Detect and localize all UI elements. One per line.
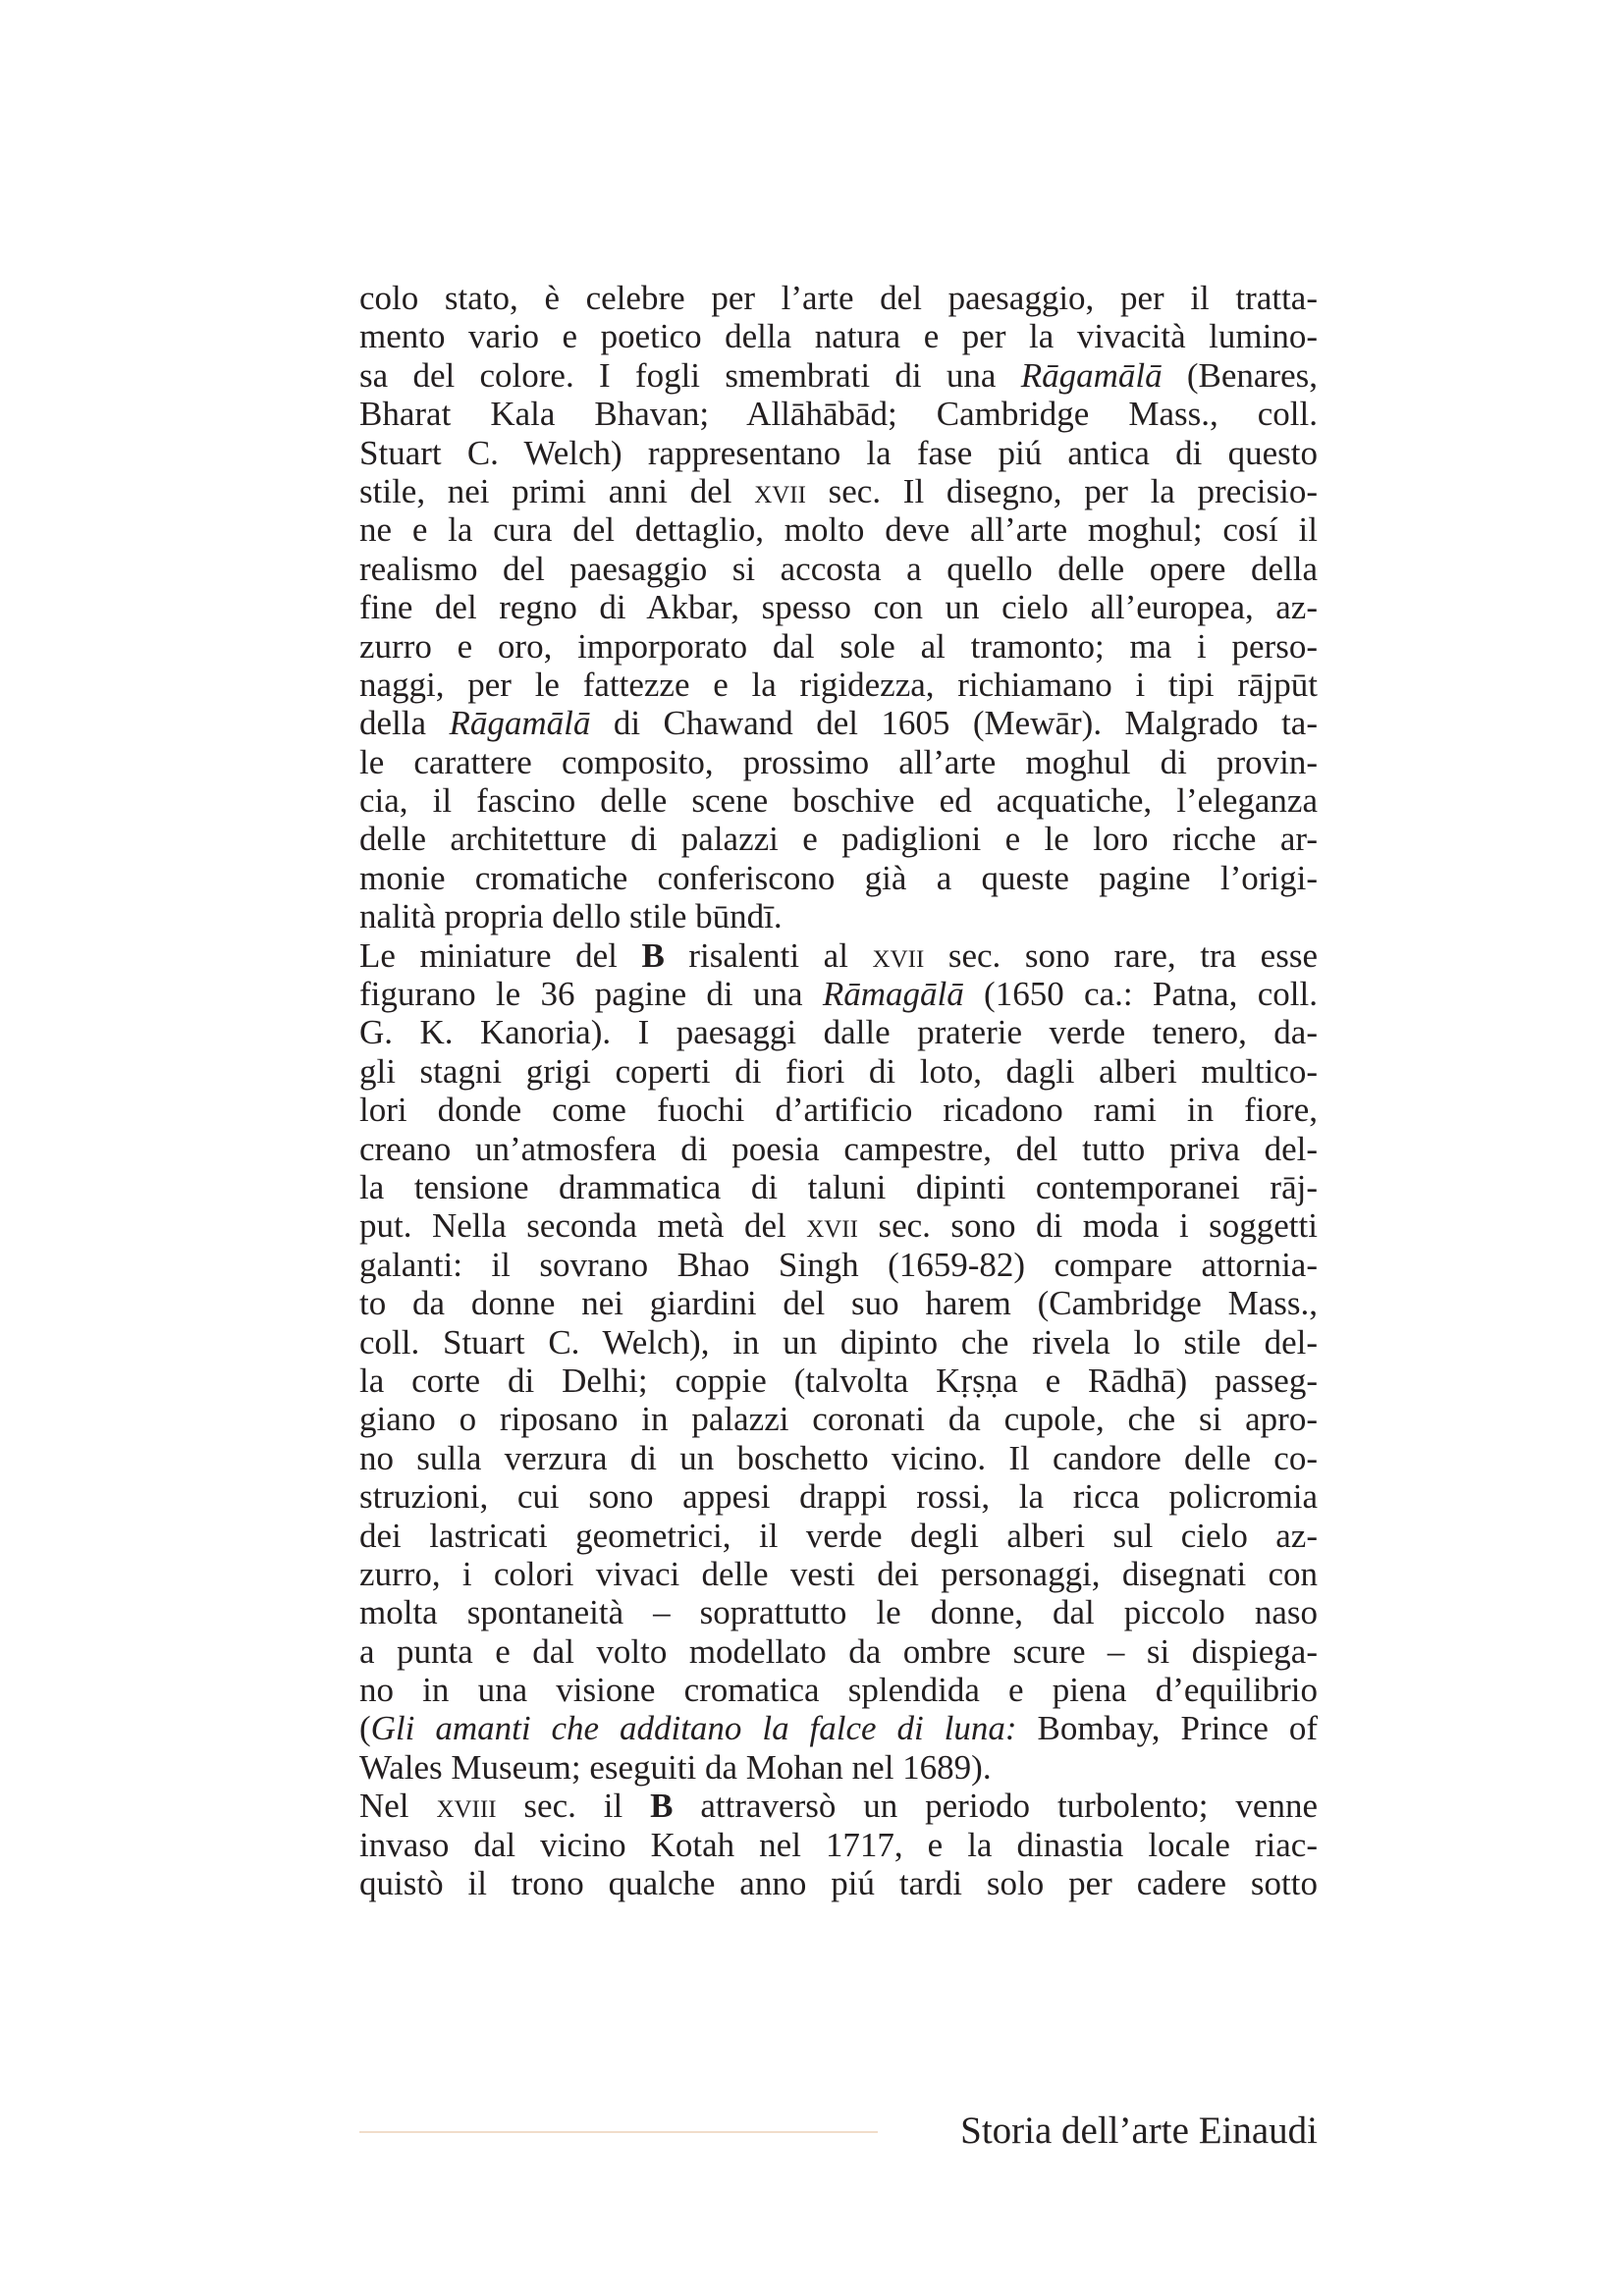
text-segment: delle architetture di palazzi e padiglioni e le loro ricche ar-: [359, 820, 1318, 859]
text-segment: lori donde come fuochi d’artificio ricadono rami in fiore,: [359, 1091, 1318, 1130]
text-segment: to da donne nei giardini del suo harem (Cambridge Mass.,: [359, 1284, 1318, 1323]
text-segment: sec. sono di moda i soggetti: [857, 1206, 1318, 1246]
text-segment: Wales Museum; eseguiti da Mohan nel 1689).: [359, 1747, 992, 1787]
italic-text: Rāgamālā: [449, 704, 591, 743]
text-line: [359, 1168, 1318, 1206]
text-segment: a punta e dal volto modellato da ombre scure – si dispiega-: [359, 1631, 1318, 1671]
text-segment: invaso dal vicino Kotah nel 1717, e la dinastia locale riac-: [359, 1825, 1318, 1864]
text-line: [359, 1748, 1318, 1787]
text-segment: della: [359, 704, 450, 743]
text-line: [359, 510, 1318, 549]
text-segment: sec. sono rare, tra esse: [924, 935, 1318, 975]
bold-text: B: [641, 935, 665, 975]
text-segment: Bombay, Prince of: [1016, 1709, 1318, 1748]
text-line: [359, 1323, 1318, 1362]
text-segment: risalenti al: [664, 935, 873, 975]
text-line: [359, 1052, 1318, 1091]
text-segment: molta spontaneità – soprattutto le donne, dal piccolo naso: [359, 1593, 1318, 1632]
text-segment: Stuart C. Welch) rappresentano la fase piú antica di questo: [359, 433, 1318, 472]
text-line: [359, 1555, 1318, 1593]
text-line: [359, 472, 1318, 510]
text-segment: le carattere composito, prossimo all’arte moghul di provin-: [359, 742, 1318, 781]
text-line: [359, 1632, 1318, 1671]
text-line: [359, 317, 1318, 355]
text-line: [359, 1593, 1318, 1631]
text-line: [359, 1362, 1318, 1400]
text-line: [359, 550, 1318, 588]
text-segment: Le miniature del: [359, 935, 642, 975]
text-line: [359, 1439, 1318, 1477]
text-segment: cia, il fascino delle scene boschive ed acquatiche, l’eleganza: [359, 781, 1318, 821]
text-line: [359, 588, 1318, 626]
text-segment: naggi, per le fattezze e la rigidezza, richiamano i tipi rājpūt: [359, 665, 1318, 704]
footer-title: Storia dell’arte Einaudi: [960, 2109, 1318, 2152]
text-line: [359, 1864, 1318, 1902]
text-segment: G. K. Kanoria). I paesaggi dalle praterie verde tenero, da-: [359, 1013, 1318, 1052]
text-segment: creano un’atmosfera di poesia campestre, del tutto priva del-: [359, 1129, 1318, 1168]
small-caps-text: xviii: [436, 1787, 497, 1826]
text-segment: realismo del paesaggio si accosta a quello delle opere della: [359, 549, 1318, 588]
text-line: [359, 859, 1318, 897]
bold-text: B: [650, 1787, 674, 1826]
text-segment: attraversò un periodo turbolento; venne: [673, 1787, 1318, 1826]
text-line: [359, 704, 1318, 742]
text-segment: no sulla verzura di un boschetto vicino. Il candore delle co-: [359, 1438, 1318, 1477]
text-segment: di Chawand del 1605 (Mewār). Malgrado ta-: [590, 704, 1318, 743]
text-segment: quistò il trono qualche anno piú tardi solo per cadere sotto: [359, 1864, 1318, 1903]
text-segment: la corte di Delhi; coppie (talvolta Kṛṣṇa e Rādhā) passeg-: [359, 1361, 1318, 1400]
text-segment: gli stagni grigi coperti di fiori di loto, dagli alberi multico-: [359, 1051, 1318, 1091]
italic-text: Rāgamālā: [1020, 355, 1163, 395]
text-line: [359, 1246, 1318, 1284]
body-text: [359, 279, 1318, 1902]
text-segment: galanti: il sovrano Bhao Singh (1659-82) compare attornia-: [359, 1245, 1318, 1284]
text-segment: giano o riposano in palazzi coronati da cupole, che si apro-: [359, 1400, 1318, 1439]
text-segment: colo stato, è celebre per l’arte del paesaggio, per il tratta-: [359, 279, 1318, 317]
text-segment: Nel: [359, 1787, 437, 1826]
text-segment: zurro e oro, imporporato dal sole al tramonto; ma i perso-: [359, 626, 1318, 666]
text-segment: dei lastricati geometrici, il verde degli alberi sul cielo az-: [359, 1516, 1318, 1555]
italic-text: Rāmagālā: [822, 975, 964, 1014]
text-line: [359, 1400, 1318, 1438]
text-segment: sec. il: [496, 1787, 651, 1826]
text-line: [359, 897, 1318, 935]
text-segment: coll. Stuart C. Welch), in un dipinto che rivela lo stile del-: [359, 1322, 1318, 1362]
text-segment: stile, nei primi anni del: [359, 471, 755, 510]
text-line: [359, 1284, 1318, 1322]
text-line: [359, 279, 1318, 317]
text-segment: (: [359, 1709, 371, 1748]
small-caps-text: xvii: [806, 1206, 858, 1246]
text-line: [359, 936, 1318, 975]
footer-rule: [359, 2131, 878, 2133]
text-segment: nalità propria dello stile būndī.: [359, 897, 783, 936]
text-line: [359, 1671, 1318, 1709]
text-line: [359, 1091, 1318, 1129]
text-segment: (Benares,: [1162, 355, 1318, 395]
text-line: [359, 434, 1318, 472]
text-segment: fine del regno di Akbar, spesso con un cielo all’europea, az-: [359, 588, 1318, 627]
text-line: [359, 1013, 1318, 1051]
text-line: [359, 743, 1318, 781]
text-line: [359, 1517, 1318, 1555]
text-segment: figurano le 36 pagine di una: [359, 975, 823, 1014]
text-segment: no in una visione cromatica splendida e piena d’equilibrio: [359, 1671, 1318, 1710]
text-line: [359, 1826, 1318, 1864]
text-line: [359, 1206, 1318, 1245]
text-segment: ne e la cura del dettaglio, molto deve all’arte moghul; cosí il: [359, 510, 1318, 550]
text-segment: mento vario e poetico della natura e per la vivacità lumino-: [359, 317, 1318, 356]
text-line: [359, 1787, 1318, 1825]
text-segment: sec. Il disegno, per la precisio-: [805, 471, 1318, 510]
text-segment: Bharat Kala Bhavan; Allāhābād; Cambridge Mass., coll.: [359, 395, 1318, 434]
text-line: [359, 820, 1318, 858]
text-line: [359, 395, 1318, 433]
text-segment: sa del colore. I fogli smembrati di una: [359, 355, 1021, 395]
text-segment: (1650 ca.: Patna, coll.: [963, 975, 1318, 1014]
text-line: [359, 1130, 1318, 1168]
text-line: [359, 1709, 1318, 1747]
text-segment: monie cromatiche conferiscono già a queste pagine l’origi-: [359, 858, 1318, 897]
small-caps-text: xvii: [872, 935, 925, 975]
text-segment: zurro, i colori vivaci delle vesti dei personaggi, disegnati con: [359, 1554, 1318, 1593]
text-line: [359, 356, 1318, 395]
text-segment: put. Nella seconda metà del: [359, 1206, 807, 1246]
text-segment: struzioni, cui sono appesi drappi rossi, la ricca policromia: [359, 1477, 1318, 1517]
text-line: [359, 1477, 1318, 1516]
text-line: [359, 666, 1318, 704]
italic-text: Gli amanti che additano la falce di luna:: [370, 1709, 1017, 1748]
text-line: [359, 781, 1318, 820]
text-line: [359, 627, 1318, 666]
text-segment: la tensione drammatica di taluni dipinti contemporanei rāj-: [359, 1167, 1318, 1206]
small-caps-text: xvii: [754, 471, 806, 510]
text-line: [359, 975, 1318, 1013]
